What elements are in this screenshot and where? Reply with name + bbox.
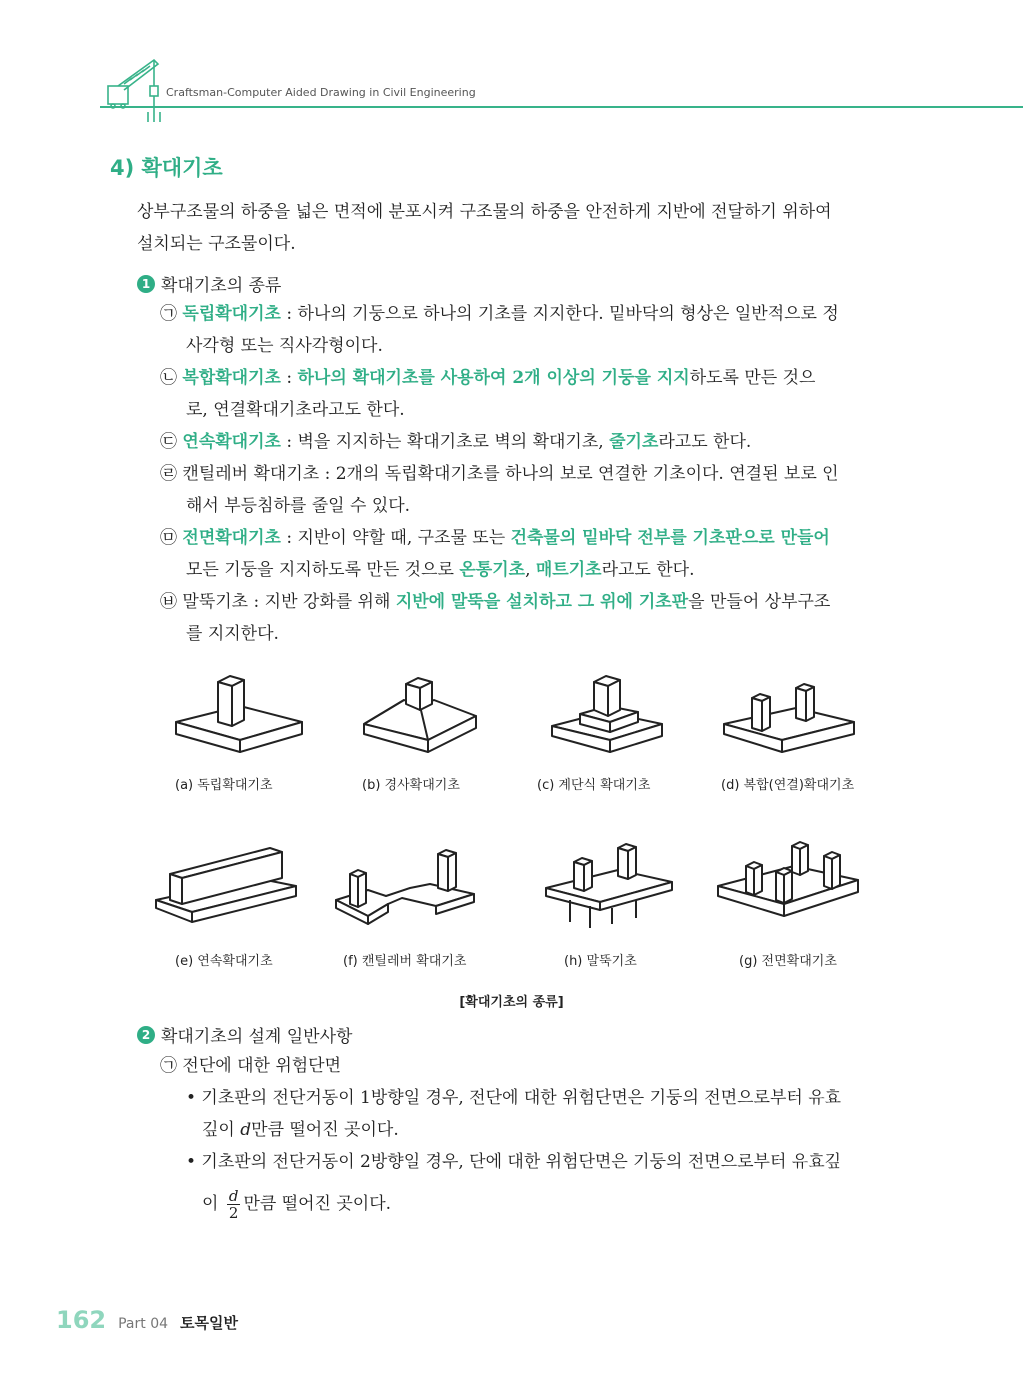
footing-diagram-b [358, 670, 498, 762]
bullet-2-line-1: • 기초판의 전단거동이 2방향일 경우, 단에 대한 위험단면은 기둥의 전면으로부터 유효깊 [186, 1152, 842, 1172]
item-text: : 2개의 독립확대기초를 하나의 보로 연결한 기초이다. 연결된 보로 인 [319, 464, 839, 484]
list-item-2 [160, 362, 815, 394]
item-mark: ㉡ [160, 368, 177, 388]
page-header [0, 0, 1023, 130]
item-mark: ㉠ [160, 1056, 177, 1076]
item-term: 독립확대기초 [182, 304, 281, 324]
figure-caption-h: (h) 말뚝기초 [564, 954, 637, 969]
figure-caption-c: (c) 계단식 확대기초 [537, 778, 651, 793]
list-item-5-cont [186, 554, 695, 586]
item-highlight: 건축물의 밑바닥 전부를 기초판으로 만들어 [510, 528, 830, 548]
sub2-item [160, 1050, 341, 1082]
footing-diagram-a [170, 670, 310, 762]
figure-caption-e: (e) 연속확대기초 [175, 954, 273, 969]
item-text: 라고도 한다. [601, 560, 695, 580]
item-term: 캔틸레버 확대기초 [182, 464, 320, 484]
footing-diagram-f [332, 838, 482, 930]
bullet-2-line-2 [202, 1184, 391, 1224]
bullet-text: 이 [202, 1194, 224, 1214]
item-term: 복합확대기초 [182, 368, 281, 388]
bullet-text: 만큼 떨어진 곳이다. [243, 1194, 392, 1214]
number-badge: 2 [137, 1026, 155, 1044]
bullet-1-line-1: • 기초판의 전단거동이 1방향일 경우, 전단에 대한 위험단면은 기둥의 전면으로부터 유효 [186, 1088, 842, 1108]
header-title: Craftsman-Computer Aided Drawing in Civil Engineering [166, 86, 476, 99]
list-item-1-cont: 사각형 또는 직사각형이다. [186, 336, 383, 356]
fraction-d-over-2 [227, 1188, 241, 1221]
item-highlight: 매트기초 [535, 560, 602, 580]
figure-caption-a: (a) 독립확대기초 [175, 778, 273, 793]
item-highlight: 하나의 확대기초를 사용하여 2개 이상의 기둥을 지지 [297, 368, 690, 388]
item-text: 모든 기둥을 지지하도록 만든 것으로 [186, 560, 460, 580]
item-text: : 지반 강화를 위해 [248, 592, 396, 612]
item-mark: ㉥ [160, 592, 177, 612]
bullet-text: 깊이 [202, 1120, 241, 1140]
item-highlight: 온통기초 [459, 560, 526, 580]
section-title: 4) 확대기초 [110, 156, 223, 180]
item-text: : [280, 368, 298, 388]
variable-d: d [240, 1120, 252, 1140]
intro-line-2: 설치되는 구조물이다. [137, 234, 296, 254]
item-term: 전면확대기초 [182, 528, 281, 548]
figure-caption-f: (f) 캔틸레버 확대기초 [343, 954, 467, 969]
subsection-1-heading [137, 271, 281, 296]
list-item-1 [160, 298, 839, 330]
item-title: 전단에 대한 위험단면 [182, 1056, 342, 1076]
crane-logo-icon [104, 56, 168, 126]
item-text: : 지반이 약할 때, 구조물 또는 [280, 528, 511, 548]
list-item-4-cont: 해서 부등침하를 줄일 수 있다. [186, 496, 411, 516]
item-term: 연속확대기초 [182, 432, 281, 452]
page-footer [56, 1306, 238, 1334]
list-item-5 [160, 522, 830, 554]
footing-diagram-d [720, 670, 860, 762]
bullet-1-line-2 [202, 1114, 399, 1146]
part-label: Part 04 [118, 1316, 169, 1332]
item-text: 라고도 한다. [658, 432, 752, 452]
list-item-2-cont: 로, 연결확대기초라고도 한다. [186, 400, 405, 420]
item-mark: ㉠ [160, 304, 177, 324]
item-term: 말뚝기초 [182, 592, 249, 612]
item-text: : 하나의 기둥으로 하나의 기초를 지지한다. 밑바닥의 형상은 일반적으로 정 [280, 304, 839, 324]
item-mark: ㉢ [160, 432, 177, 452]
footing-diagram-c [546, 670, 686, 762]
footing-diagram-e [152, 838, 302, 930]
footing-diagram-g [714, 838, 864, 930]
number-badge: 1 [137, 275, 155, 293]
subsection-2-title: 확대기초의 설계 일반사항 [161, 1027, 353, 1047]
item-text: 하도록 만든 것으 [689, 368, 816, 388]
list-item-3 [160, 426, 751, 458]
figure-caption-g: (g) 전면확대기초 [739, 954, 837, 969]
item-mark: ㉣ [160, 464, 177, 484]
item-highlight: 지반에 말뚝을 설치하고 그 위에 기초판 [395, 592, 689, 612]
item-text: , [525, 560, 536, 580]
item-text: 을 만들어 상부구조 [688, 592, 831, 612]
list-item-4 [160, 458, 839, 490]
page-number: 162 [56, 1306, 107, 1334]
bullet-text: 만큼 떨어진 곳이다. [251, 1120, 399, 1140]
item-text: : 벽을 지지하는 확대기초로 벽의 확대기초, [280, 432, 610, 452]
item-mark: ㉤ [160, 528, 177, 548]
fraction-numerator: d [228, 1187, 239, 1205]
subsection-2-heading [137, 1022, 352, 1047]
header-rule [100, 106, 1023, 108]
subsection-1-title: 확대기초의 종류 [161, 276, 282, 296]
list-item-6-cont: 를 지지한다. [186, 624, 279, 644]
item-highlight: 줄기초 [609, 432, 659, 452]
figure-caption-b: (b) 경사확대기초 [362, 778, 460, 793]
figure-title: [확대기초의 종류] [459, 995, 564, 1010]
fraction-denominator: 2 [228, 1204, 239, 1222]
part-title: 토목일반 [180, 1314, 238, 1332]
list-item-6 [160, 586, 830, 618]
footing-diagram-h [540, 838, 680, 930]
intro-line-1: 상부구조물의 하중을 넓은 면적에 분포시켜 구조물의 하중을 안전하게 지반에 전달하기 위하여 [137, 202, 832, 222]
figure-caption-d: (d) 복합(연결)확대기초 [721, 778, 855, 793]
